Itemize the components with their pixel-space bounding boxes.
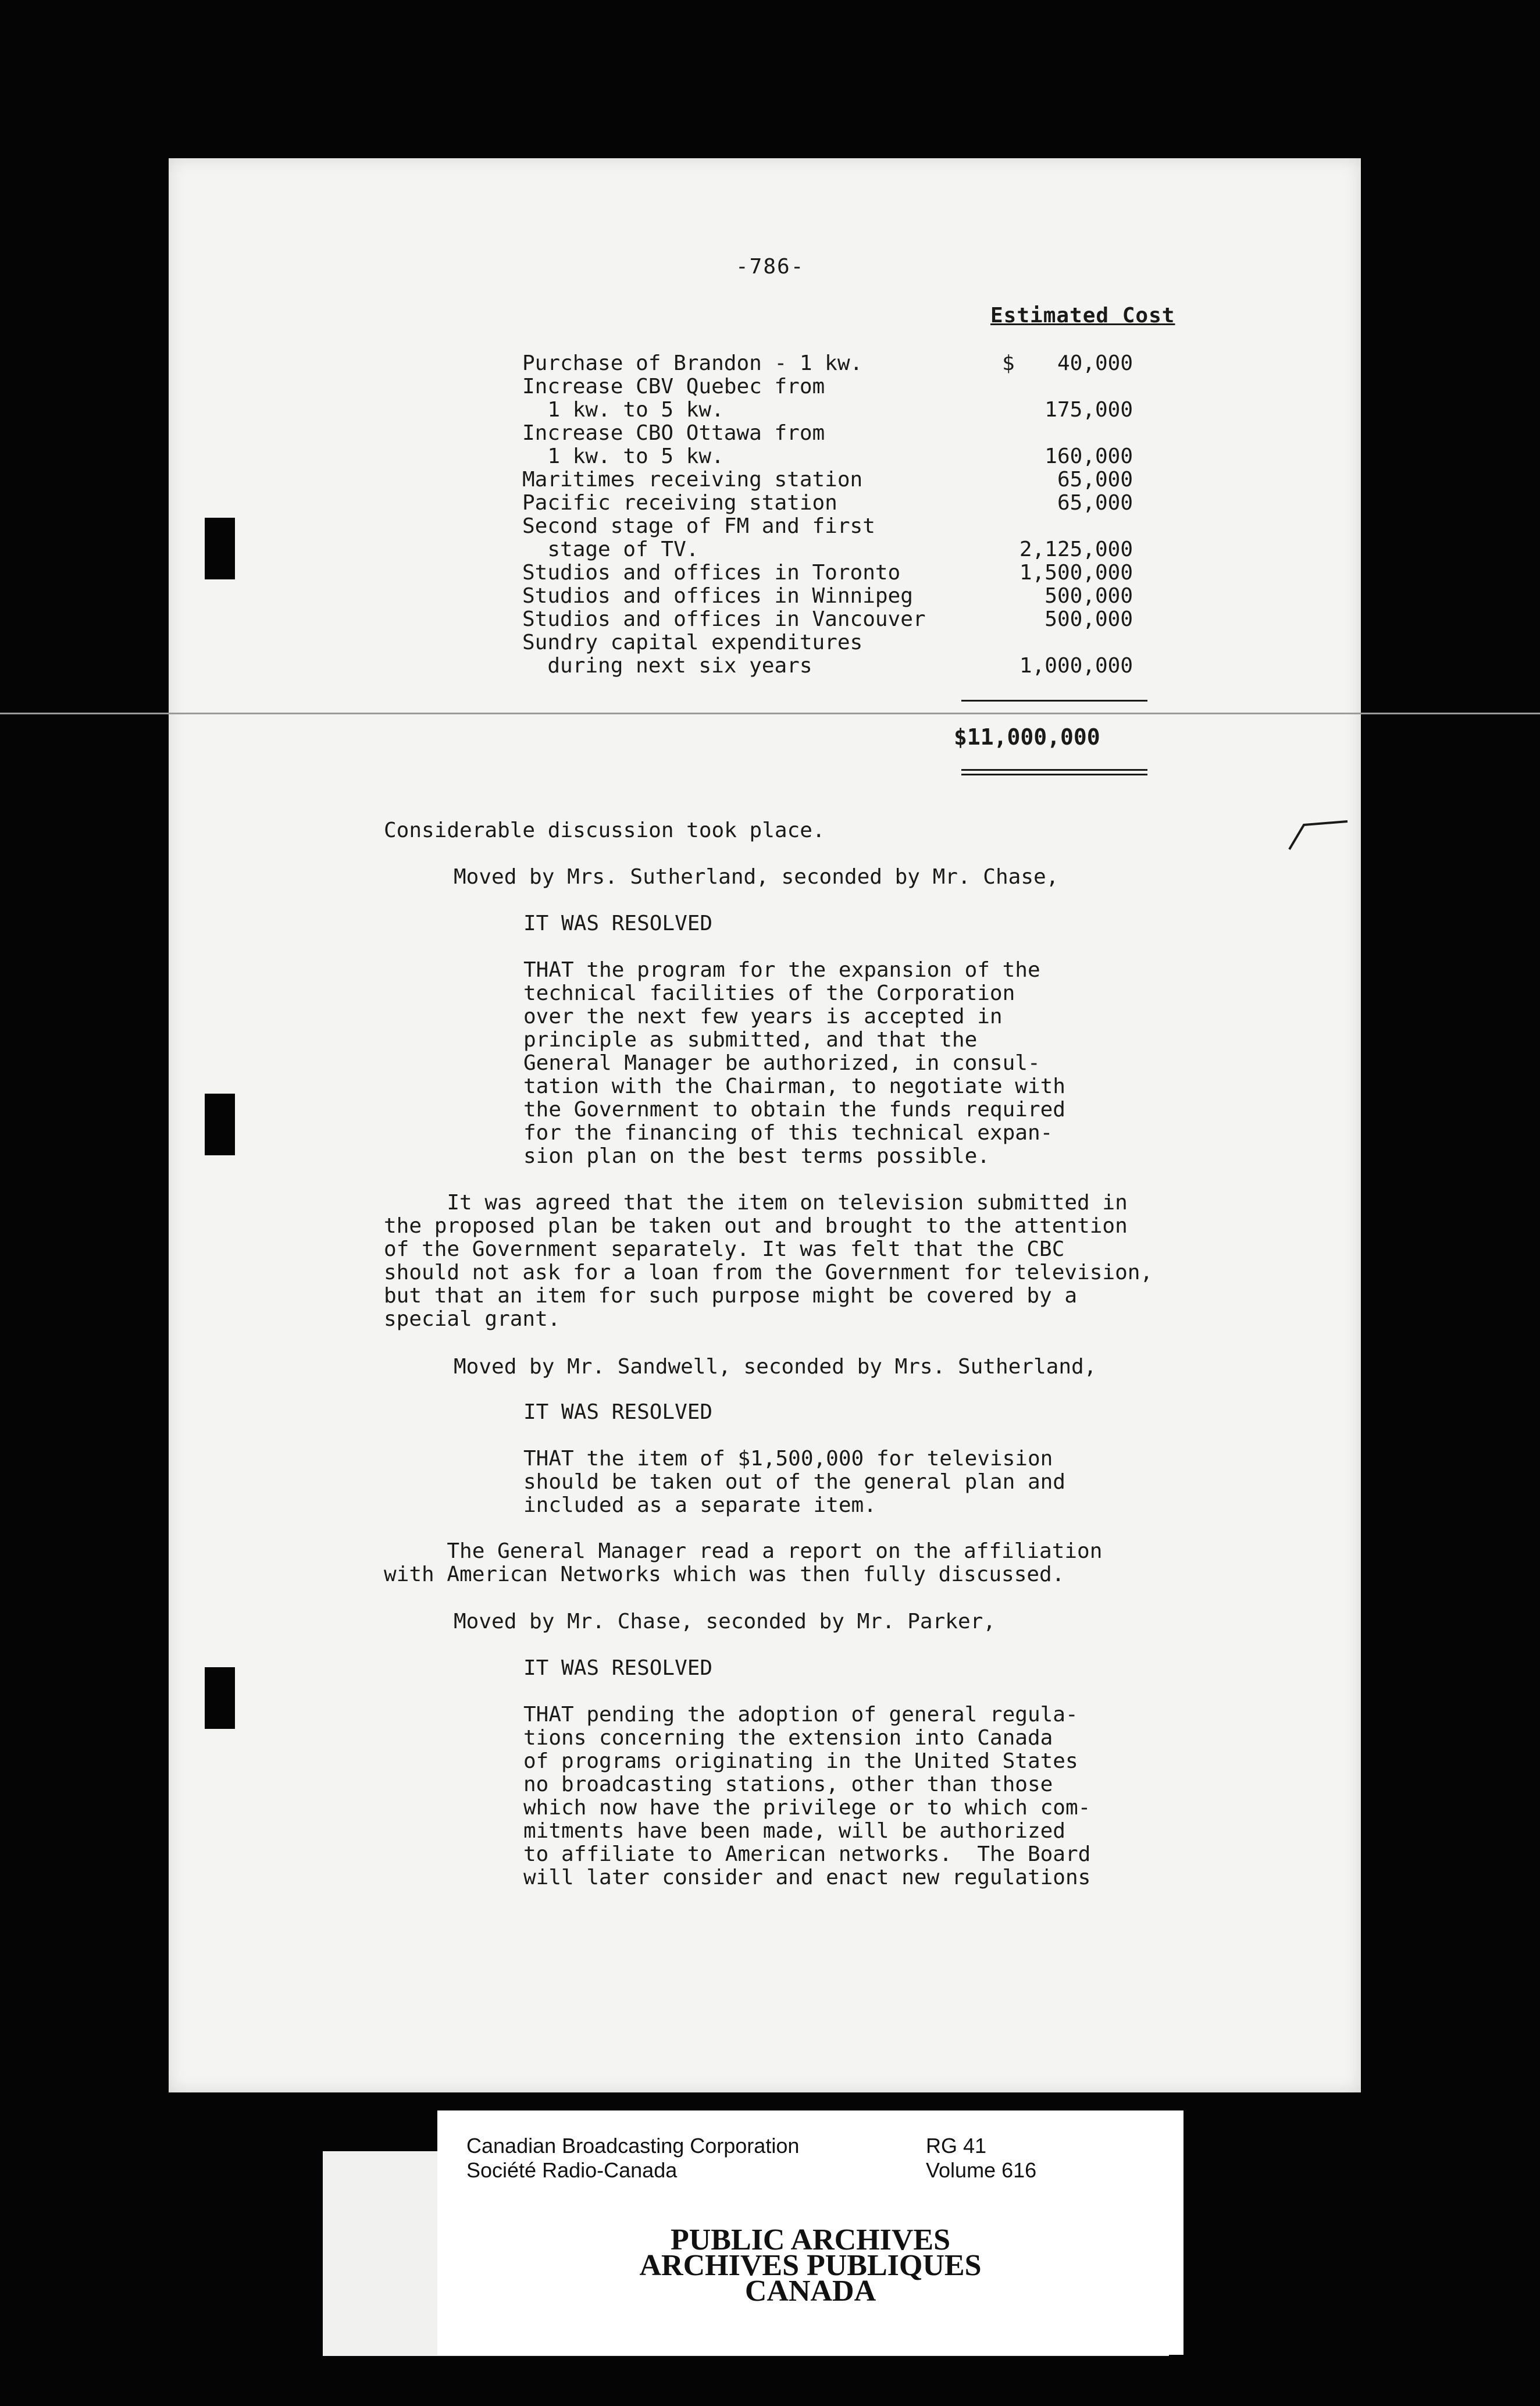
- punch-hole-top: [205, 518, 235, 579]
- cost-item-label: 1 kw. to 5 kw.: [522, 398, 724, 422]
- motion-3: Moved by Mr. Chase, seconded by Mr. Parker,: [454, 1610, 996, 1633]
- subtotal-rule: [961, 700, 1147, 702]
- total-amount: $11,000,000: [954, 724, 1100, 750]
- cost-item-label: stage of TV.: [522, 538, 699, 561]
- cost-row: [522, 608, 1150, 631]
- resolution-2: THAT the item of $1,500,000 for television should be taken out of the general plan and included as a separate item.: [523, 1447, 1065, 1517]
- punch-hole-bottom: [205, 1667, 235, 1729]
- cost-item-amount: 1,000,000: [1019, 654, 1133, 678]
- agreement-paragraph: It was agreed that the item on television submitted in the proposed plan be taken out and brought to the attention of the Government separately. It was felt that the CBC should not ask for a loan from the Government for television, but that an item for such purpose might be covered by a special grant.: [384, 1191, 1153, 1331]
- cost-item-amount: 40,000: [1057, 351, 1133, 375]
- cost-item-amount: 65,000: [1057, 468, 1133, 492]
- cost-item-amount: 65,000: [1057, 491, 1133, 515]
- cost-item-label: Increase CBV Quebec from: [522, 375, 825, 398]
- cost-item-amount: 2,125,000: [1019, 538, 1133, 561]
- motion-2: Moved by Mr. Sandwell, seconded by Mrs. Sutherland,: [454, 1355, 1097, 1379]
- cost-row: [522, 631, 1150, 654]
- cost-item-amount: 160,000: [1045, 444, 1133, 468]
- resolution-3: THAT pending the adoption of general regula- tions concerning the extension into Canada of programs originating in the United States no broadcasting stations, other than those which now have the privilege or to which com- mitments have been made, will be authorized to affiliate to American networks. The Board will later consider and enact new regulations: [523, 1703, 1091, 1889]
- scan-line: [0, 713, 1540, 714]
- cost-item-label: Sundry capital expenditures: [522, 631, 863, 654]
- resolution-1: THAT the program for the expansion of the technical facilities of the Corporation over the next few years is accepted in principle as submitted, and that the General Manager be authorized, in consul- tation with the Chairman, to negotiate with the Government to obtain the funds required for the financing of this technical expan- sion plan on the best terms possible.: [523, 958, 1065, 1168]
- cost-item-label: Maritimes receiving station: [522, 468, 863, 492]
- cost-item-label: Increase CBO Ottawa from: [522, 421, 825, 445]
- margin-mark: [1286, 813, 1350, 856]
- resolved-3: IT WAS RESOLVED: [523, 1656, 713, 1680]
- cost-table: [522, 352, 1150, 678]
- archive-title-en: PUBLIC ARCHIVES: [670, 2223, 951, 2256]
- page-number: -786-: [736, 255, 805, 279]
- archive-org-en: Canadian Broadcasting Corporation: [466, 2134, 800, 2158]
- resolved-2: IT WAS RESOLVED: [523, 1400, 713, 1424]
- cost-item-label: during next six years: [522, 654, 812, 678]
- resolved-1: IT WAS RESOLVED: [523, 912, 713, 935]
- cost-row: [522, 398, 1150, 422]
- total-rule-1: [961, 769, 1147, 771]
- archive-title-country: CANADA: [744, 2275, 876, 2308]
- discussion-paragraph: Considerable discussion took place.: [384, 818, 825, 842]
- cost-row: [522, 352, 1150, 375]
- punch-hole-middle: [205, 1094, 235, 1155]
- cost-item-amount: 175,000: [1045, 398, 1133, 422]
- cost-item-label: Second stage of FM and first: [522, 514, 875, 538]
- cost-item-label: Studios and offices in Vancouver: [522, 607, 926, 631]
- cost-row: [522, 538, 1150, 561]
- cost-row: [522, 375, 1150, 398]
- cost-row: [522, 585, 1150, 608]
- cost-item-label: Studios and offices in Winnipeg: [522, 584, 913, 608]
- cost-item-label: Purchase of Brandon - 1 kw.: [522, 351, 863, 375]
- cost-row: [522, 468, 1150, 492]
- cost-row: [522, 445, 1150, 468]
- archive-title-fr: ARCHIVES PUBLIQUES: [639, 2249, 982, 2282]
- estimated-cost-header: Estimated Cost: [990, 304, 1175, 328]
- archive-record-group: RG 41: [926, 2134, 987, 2158]
- cost-row: [522, 561, 1150, 585]
- cost-item-amount: 1,500,000: [1019, 561, 1133, 585]
- cost-row: [522, 492, 1150, 515]
- cost-row: [522, 654, 1150, 678]
- cost-row: [522, 515, 1150, 538]
- motion-1: Moved by Mrs. Sutherland, seconded by Mr. Chase,: [454, 865, 1059, 889]
- archive-volume: Volume 616: [926, 2158, 1037, 2182]
- cost-item-label: Studios and offices in Toronto: [522, 561, 901, 585]
- cost-item-amount: 500,000: [1045, 607, 1133, 631]
- cost-item-amount: 500,000: [1045, 584, 1133, 608]
- total-rule-2: [961, 774, 1147, 775]
- archive-org-fr: Société Radio-Canada: [466, 2158, 678, 2182]
- cost-row: [522, 422, 1150, 445]
- cost-item-currency: $: [1002, 351, 1015, 375]
- cost-item-label: Pacific receiving station: [522, 491, 837, 515]
- cost-item-label: 1 kw. to 5 kw.: [522, 444, 724, 468]
- report-paragraph: The General Manager read a report on the affiliation with American Networks which was then fully discussed.: [384, 1539, 1103, 1586]
